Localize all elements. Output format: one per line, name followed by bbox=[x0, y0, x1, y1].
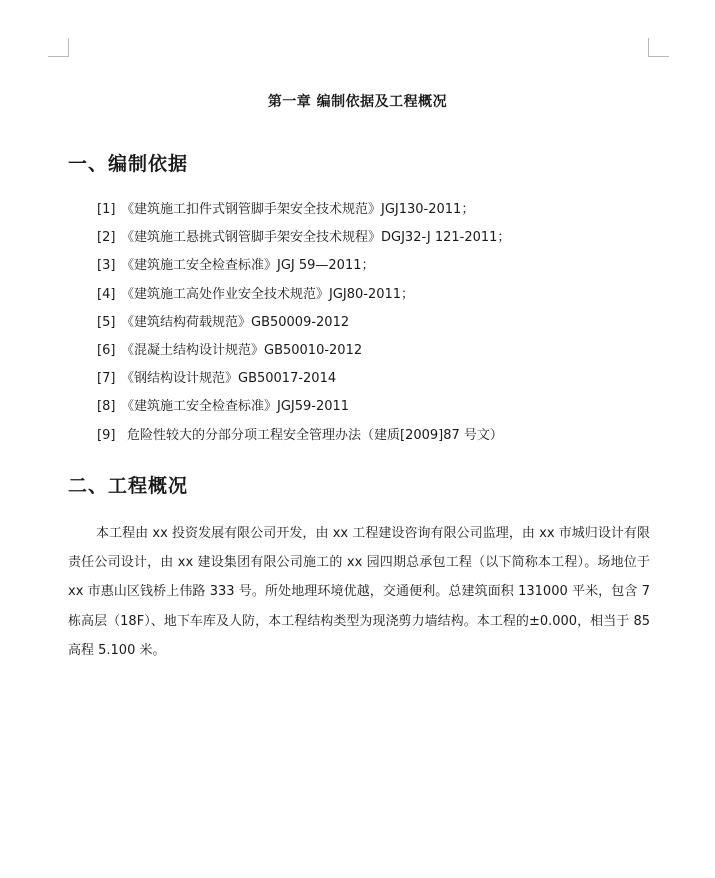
reference-text: 《建筑结构荷载规范》GB50009-2012 bbox=[121, 314, 350, 330]
section-heading-basis: 一、编制依据 bbox=[68, 153, 189, 175]
reference-number: [8] bbox=[97, 399, 116, 415]
list-item bbox=[97, 199, 510, 227]
list-item bbox=[97, 255, 510, 283]
list-item bbox=[97, 340, 510, 368]
reference-number: [1] bbox=[97, 202, 116, 217]
reference-text: 《建筑施工安全检查标准》JGJ 59—2011； bbox=[121, 258, 375, 274]
list-item bbox=[97, 284, 510, 312]
reference-text: 危险性较大的分部分项工程安全管理办法（建质[2009]87 号文） bbox=[127, 427, 503, 443]
reference-text: 《钢结构设计规范》GB50017-2014 bbox=[121, 371, 337, 387]
project-overview-paragraph: 本工程由 xx 投资发展有限公司开发，由 xx 工程建设咨询有限公司监理，由 xx 市城归设计有限责任公司设计，由 xx 建设集团有限公司施工的 xx 园四期总承包工程（以下简称本工程）。场地位于 xx 市惠山区钱桥上伟路 333 号。所处地理环境优越，交通便利。总建筑面积 131000 平米，包含 7 栋高层（18F）、地下车库及人防，本工程结构类型为现浇剪力墙结构。本工程的±0.000，相当于 85 高程 5.100 米。 bbox=[68, 526, 650, 658]
list-item bbox=[97, 368, 510, 396]
reference-number: [4] bbox=[97, 286, 116, 302]
top-right-crop-mark bbox=[648, 38, 669, 57]
list-item bbox=[97, 396, 510, 424]
reference-text: 《建筑施工安全检查标准》JGJ59-2011 bbox=[121, 399, 350, 415]
chapter-title: 第一章 编制依据及工程概况 bbox=[267, 94, 448, 110]
section-heading-overview: 二、工程概况 bbox=[68, 475, 189, 497]
reference-number: [2] bbox=[97, 230, 116, 246]
reference-number: [6] bbox=[97, 342, 116, 358]
reference-list bbox=[97, 199, 510, 453]
reference-text: 《混凝土结构设计规范》GB50010-2012 bbox=[121, 342, 363, 358]
top-left-crop-mark bbox=[48, 38, 69, 57]
reference-text: 《建筑施工扣件式钢管脚手架安全技术规范》JGJ130-2011； bbox=[121, 202, 475, 217]
reference-text: 《建筑施工悬挑式钢管脚手架安全技术规程》DGJ32-J 121-2011； bbox=[121, 230, 511, 246]
list-item bbox=[97, 227, 510, 255]
reference-number: [7] bbox=[97, 371, 116, 387]
reference-number: [3] bbox=[97, 258, 116, 274]
reference-number: [5] bbox=[97, 314, 116, 330]
reference-number: [9] bbox=[97, 427, 116, 443]
list-item bbox=[97, 425, 510, 453]
list-item bbox=[97, 312, 510, 340]
reference-text: 《建筑施工高处作业安全技术规范》JGJ80-2011； bbox=[121, 286, 415, 302]
